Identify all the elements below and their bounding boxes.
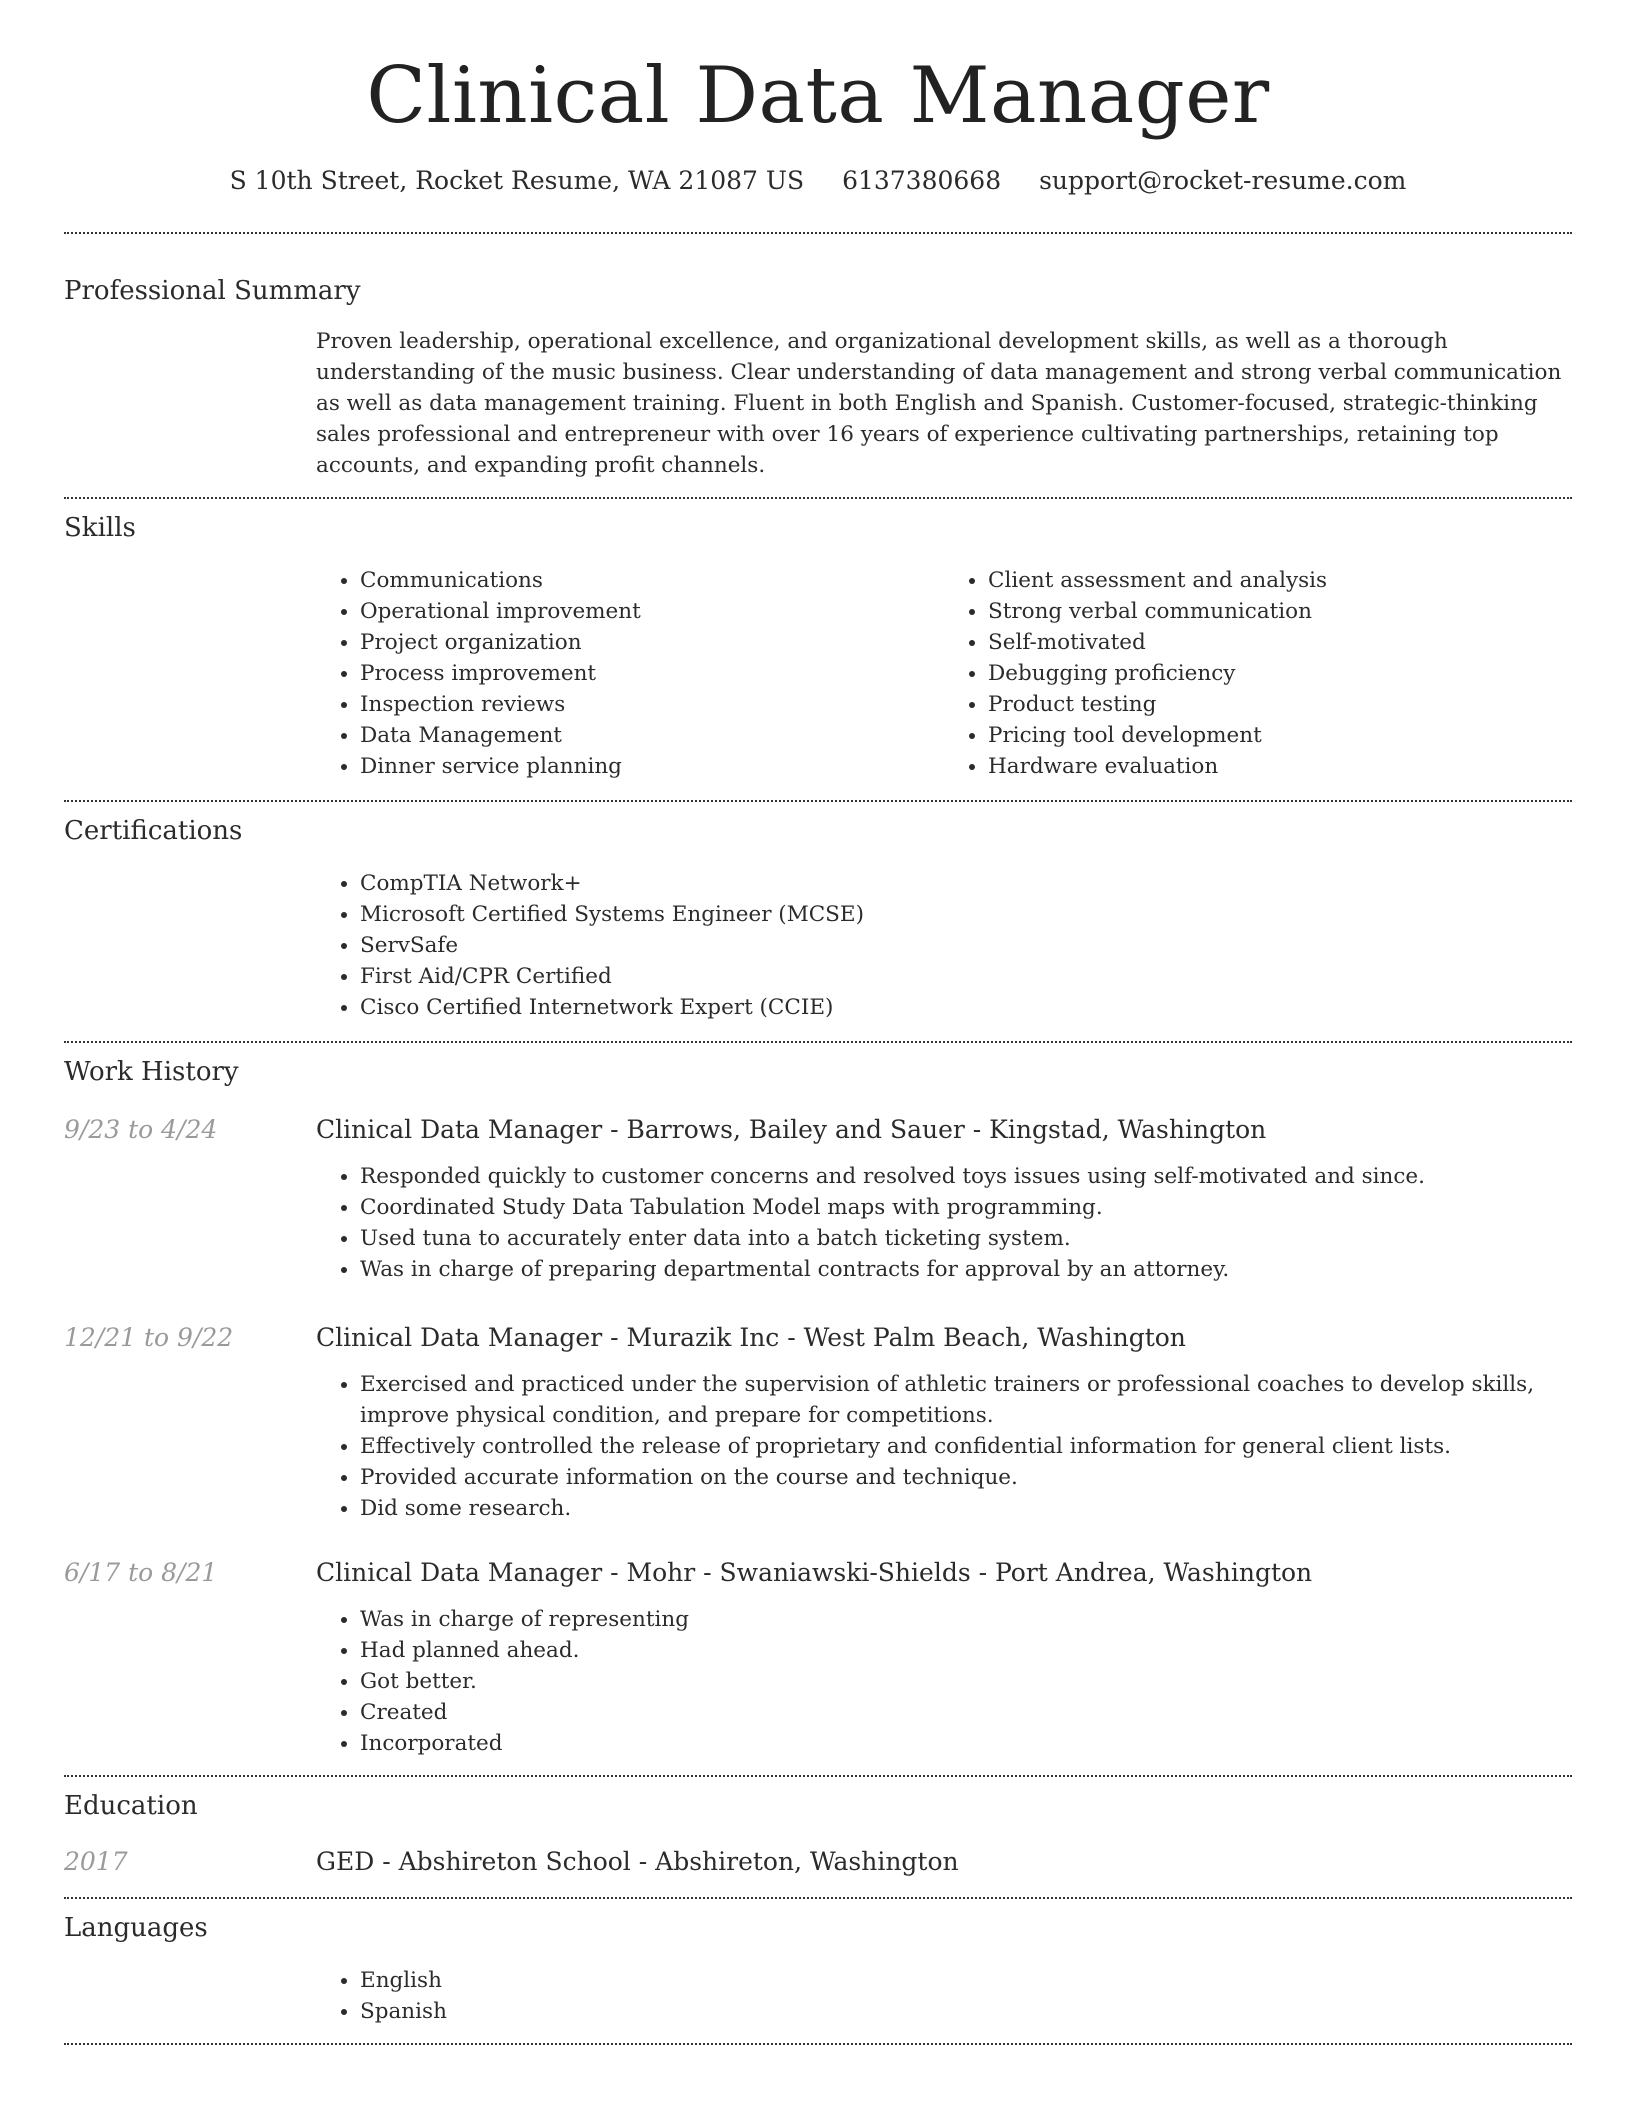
section-title-work-history: Work History bbox=[64, 1057, 239, 1087]
job-entry bbox=[64, 1321, 1572, 1524]
skills-list-left bbox=[316, 565, 944, 782]
section-title-languages: Languages bbox=[64, 1913, 208, 1943]
list-item: • Self-motivated bbox=[988, 627, 1572, 658]
list-item: • Pricing tool development bbox=[988, 720, 1572, 751]
contact-address: S 10th Street, Rocket Resume, WA 21087 US bbox=[229, 166, 805, 195]
divider bbox=[64, 1041, 1572, 1043]
job-title: Clinical Data Manager - Murazik Inc - West Palm Beach, Washington bbox=[316, 1323, 1186, 1352]
education-entry bbox=[64, 1845, 1572, 1879]
list-item: • Incorporated bbox=[360, 1728, 1572, 1759]
list-item: • Data Management bbox=[360, 720, 944, 751]
job-bullets bbox=[316, 1161, 1572, 1285]
list-item: • Provided accurate information on the course and technique. bbox=[360, 1462, 1572, 1493]
education-date: 2017 bbox=[64, 1847, 128, 1876]
list-item: • Project organization bbox=[360, 627, 944, 658]
divider bbox=[64, 800, 1572, 802]
list-item: • Microsoft Certified Systems Engineer (MCSE) bbox=[360, 899, 1572, 930]
list-item: • Responded quickly to customer concerns and resolved toys issues using self-motivated and since. bbox=[360, 1161, 1572, 1192]
summary-section bbox=[64, 274, 1572, 481]
job-title: Clinical Data Manager - Mohr - Swaniawski-Shields - Port Andrea, Washington bbox=[316, 1558, 1313, 1587]
list-item: • Was in charge of preparing departmental contracts for approval by an attorney. bbox=[360, 1254, 1572, 1285]
list-item: • Was in charge of representing bbox=[360, 1604, 1572, 1635]
list-item: • ServSafe bbox=[360, 930, 1572, 961]
list-item: • Did some research. bbox=[360, 1493, 1572, 1524]
contact-line bbox=[64, 164, 1572, 198]
languages-body bbox=[316, 1965, 1572, 2027]
list-item: • Got better. bbox=[360, 1666, 1572, 1697]
job-entry bbox=[64, 1556, 1572, 1759]
list-item: • English bbox=[360, 1965, 1572, 1996]
divider bbox=[64, 1897, 1572, 1899]
divider bbox=[64, 1775, 1572, 1777]
divider bbox=[64, 232, 1572, 234]
list-item: • Communications bbox=[360, 565, 944, 596]
languages-list bbox=[316, 1965, 1572, 2027]
job-bullets bbox=[316, 1369, 1572, 1524]
summary-text: Proven leadership, operational excellence, and organizational development skills, as well as a thorough understanding of the music business. Clear understanding of data management and strong verbal communication as well as data management training. Fluent in both English and Spanish. Customer-focused, strategic-thinking sales professional and entrepreneur with over 16 years of experience cultivating partnerships, retaining top accounts, and expanding profit channels. bbox=[316, 329, 1562, 478]
list-item: • Dinner service planning bbox=[360, 751, 944, 782]
skills-section bbox=[64, 511, 1572, 782]
list-item: • Product testing bbox=[988, 689, 1572, 720]
divider bbox=[64, 497, 1572, 499]
languages-section bbox=[64, 1911, 1572, 2027]
list-item: • Operational improvement bbox=[360, 596, 944, 627]
list-item: • First Aid/CPR Certified bbox=[360, 961, 1572, 992]
list-item: • Used tuna to accurately enter data into a batch ticketing system. bbox=[360, 1223, 1572, 1254]
list-item: • Debugging proficiency bbox=[988, 658, 1572, 689]
list-item: • Had planned ahead. bbox=[360, 1635, 1572, 1666]
contact-phone: 6137380668 bbox=[842, 166, 1002, 195]
summary-body bbox=[316, 326, 1572, 481]
candidate-name: Clinical Data Manager bbox=[366, 51, 1270, 141]
certifications-list bbox=[316, 868, 1572, 1023]
list-item: • Created bbox=[360, 1697, 1572, 1728]
section-title-certifications: Certifications bbox=[64, 816, 243, 846]
resume-page bbox=[64, 0, 1572, 2045]
education-section bbox=[64, 1789, 1572, 1879]
job-date: 6/17 to 8/21 bbox=[64, 1558, 218, 1587]
job-title: Clinical Data Manager - Barrows, Bailey and Sauer - Kingstad, Washington bbox=[316, 1115, 1267, 1144]
list-item: • Hardware evaluation bbox=[988, 751, 1572, 782]
list-item: • Exercised and practiced under the supervision of athletic trainers or professional coaches to develop skills, improve physical condition, and prepare for competitions. bbox=[360, 1369, 1572, 1431]
section-title-education: Education bbox=[64, 1791, 198, 1821]
certifications-body bbox=[316, 868, 1572, 1023]
list-item: • Spanish bbox=[360, 1996, 1572, 2027]
list-item: • Process improvement bbox=[360, 658, 944, 689]
list-item: • Inspection reviews bbox=[360, 689, 944, 720]
list-item: • CompTIA Network+ bbox=[360, 868, 1572, 899]
section-title-summary: Professional Summary bbox=[64, 276, 361, 306]
job-entry bbox=[64, 1113, 1572, 1285]
list-item: • Strong verbal communication bbox=[988, 596, 1572, 627]
divider bbox=[64, 2043, 1572, 2045]
skills-list-right bbox=[944, 565, 1572, 782]
work-history-section bbox=[64, 1055, 1572, 1759]
education-title: GED - Abshireton School - Abshireton, Washington bbox=[316, 1847, 959, 1876]
job-date: 12/21 to 9/22 bbox=[64, 1323, 234, 1352]
list-item: • Cisco Certified Internetwork Expert (CCIE) bbox=[360, 992, 1572, 1023]
list-item: • Coordinated Study Data Tabulation Model maps with programming. bbox=[360, 1192, 1572, 1223]
list-item: • Effectively controlled the release of proprietary and confidential information for general client lists. bbox=[360, 1431, 1572, 1462]
list-item: • Client assessment and analysis bbox=[988, 565, 1572, 596]
job-date: 9/23 to 4/24 bbox=[64, 1115, 218, 1144]
skills-columns bbox=[316, 565, 1572, 782]
contact-email[interactable]: support@rocket-resume.com bbox=[1039, 166, 1407, 195]
section-title-skills: Skills bbox=[64, 513, 136, 543]
job-bullets bbox=[316, 1604, 1572, 1759]
certifications-section bbox=[64, 814, 1572, 1023]
